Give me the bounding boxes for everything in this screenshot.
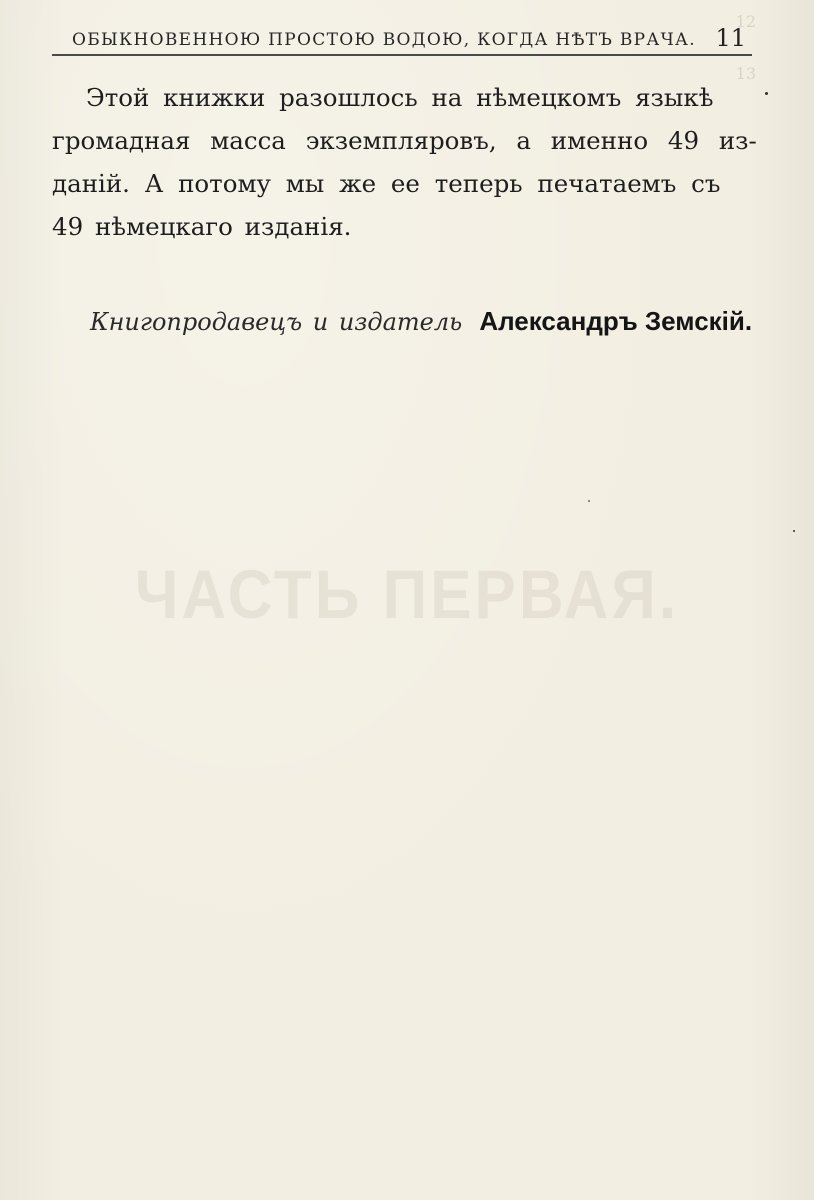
bleed-through-mark: 12 — [735, 12, 756, 31]
publisher-signature — [90, 306, 752, 337]
paper-speck — [793, 530, 795, 532]
body-paragraph — [52, 76, 756, 248]
text-line: 49 нѣмецкаго изданія. — [52, 212, 352, 241]
page-number: 11 — [715, 24, 746, 52]
running-head — [60, 26, 750, 52]
signature-role: Книгопродавецъ и издатель — [90, 308, 463, 336]
signature-name: Александръ Земскій. — [479, 306, 753, 336]
bleed-through-mark: 13 — [735, 64, 756, 83]
header-rule — [52, 54, 752, 56]
text-line: даній. А потому мы же ее теперь печатаемъ съ — [52, 169, 721, 198]
bleed-through-heading: ЧАСТЬ ПЕРВАЯ. — [134, 557, 680, 634]
running-title: ОБЫКНОВЕННОЮ ПРОСТОЮ ВОДОЮ, КОГДА НѢТЪ ВРАЧА. — [72, 30, 696, 50]
text-line: Этой книжки разошлось на нѣмецкомъ языкѣ — [86, 83, 714, 112]
paper-speck — [765, 92, 768, 95]
text-line: громадная масса экземпляровъ, а именно 49 из- — [52, 126, 757, 155]
paper-speck — [588, 500, 590, 502]
